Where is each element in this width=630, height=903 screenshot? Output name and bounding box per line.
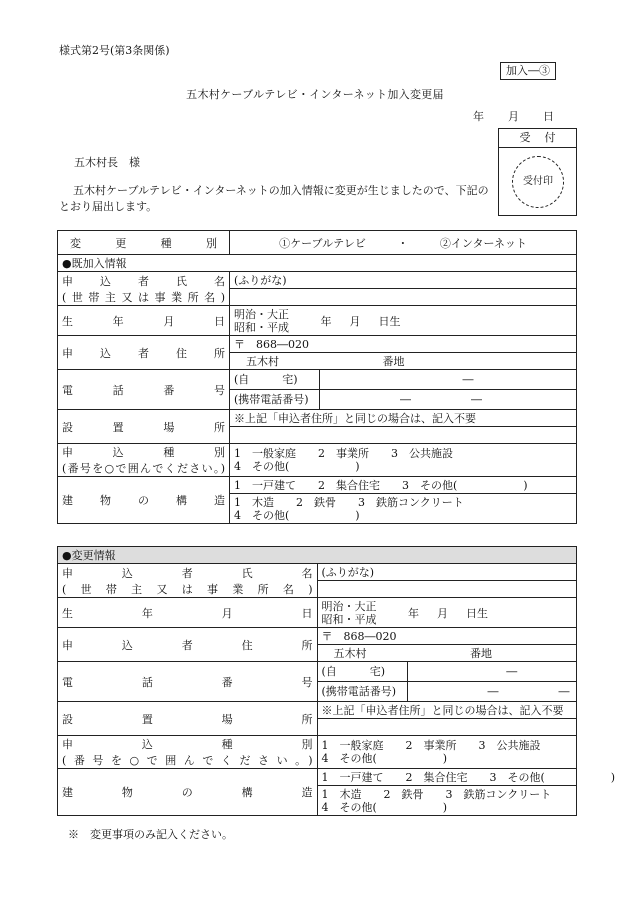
applicant-name-label bbox=[58, 564, 318, 598]
birth-label: 生年月日 bbox=[58, 598, 318, 628]
era-options: 明治・大正 昭和・平成 bbox=[321, 599, 377, 626]
applicant-name-text: 申込者氏名 bbox=[62, 274, 225, 288]
date-year: 年 bbox=[473, 110, 484, 123]
home-phone-row[interactable]: (自 宅) ― bbox=[230, 370, 577, 390]
form-number: 様式第2号(第3条関係) bbox=[59, 44, 170, 57]
option-cable-tv[interactable]: ①ケーブルテレビ bbox=[279, 236, 366, 250]
birth-ymd: 年 月 日生 bbox=[320, 314, 401, 328]
postal-field[interactable]: 〒 868―020 bbox=[230, 336, 577, 353]
structure-label: 建物の構造 bbox=[58, 769, 318, 816]
reception-label: 受付 bbox=[499, 129, 576, 148]
postal-field[interactable]: 〒 868―020 bbox=[317, 628, 577, 645]
address-field[interactable]: 五木村 番地 bbox=[317, 645, 577, 662]
install-field[interactable] bbox=[317, 719, 577, 736]
applicant-name-text: 申込者氏名 bbox=[62, 566, 313, 580]
address-label: 申込者住所 bbox=[58, 628, 318, 662]
date-month: 月 bbox=[508, 110, 519, 123]
address-label: 申込者住所 bbox=[58, 336, 230, 370]
app-type-options[interactable]: 1 一般家庭 2 事業所 3 公共施設 4 その他( ) bbox=[230, 444, 577, 477]
applicant-name-label bbox=[58, 272, 230, 306]
change-type-label: 変更種別 bbox=[58, 231, 230, 255]
existing-info-table bbox=[57, 230, 577, 524]
birth-field[interactable] bbox=[230, 306, 577, 336]
structure-material-options[interactable]: 1 木造 2 鉄骨 3 鉄筋コンクリート 4 その他( ) bbox=[317, 786, 577, 816]
name-field[interactable] bbox=[317, 581, 577, 598]
option-separator: ・ bbox=[397, 236, 409, 250]
birth-ymd: 年 月 日生 bbox=[408, 606, 488, 620]
structure-label: 建物の構造 bbox=[58, 477, 230, 524]
era-options: 明治・大正 昭和・平成 bbox=[234, 307, 289, 334]
household-text: (世帯主又は事業所名) bbox=[62, 582, 313, 596]
install-note: ※上記「申込者住所」と同じの場合は、記入不要 bbox=[230, 410, 577, 427]
household-text: (世帯主又は事業所名) bbox=[62, 290, 225, 304]
section-changed: ●変更情報 bbox=[58, 547, 577, 564]
footer-note: ※ 変更事項のみ記入ください。 bbox=[68, 828, 233, 841]
mobile-phone-row[interactable]: (携帯電話番号) ― ― bbox=[230, 390, 577, 410]
date-day: 日 bbox=[543, 110, 554, 123]
phone-label: 電話番号 bbox=[58, 370, 230, 410]
install-label: 設置場所 bbox=[58, 410, 230, 444]
app-type-label: 申込種別 (番号を○で囲んでください。) bbox=[58, 736, 318, 769]
furigana-field[interactable]: (ふりがな) bbox=[230, 272, 577, 289]
birth-label: 生年月日 bbox=[58, 306, 230, 336]
birth-field[interactable] bbox=[317, 598, 577, 628]
reception-seal: 受付印 bbox=[512, 156, 564, 208]
doc-id-box: 加入―③ bbox=[500, 62, 556, 80]
phone-label: 電話番号 bbox=[58, 662, 318, 702]
install-field[interactable] bbox=[230, 427, 577, 444]
install-label: 設置場所 bbox=[58, 702, 318, 736]
addressee: 五木村長 様 bbox=[74, 156, 140, 169]
form-title: 五木村ケーブルテレビ・インターネット加入変更届 bbox=[186, 88, 444, 101]
changed-info-table bbox=[57, 546, 616, 816]
app-type-label: 申込種別 (番号を○で囲んでください。) bbox=[58, 444, 230, 477]
change-type-options[interactable] bbox=[230, 231, 577, 255]
section-existing: ●既加入情報 bbox=[58, 255, 577, 272]
mobile-phone-row[interactable]: (携帯電話番号) ― ― bbox=[317, 682, 577, 702]
body-text: 五木村ケーブルテレビ・インターネットの加入情報に変更が生じましたので、下記のとおり届出します。 bbox=[59, 184, 489, 213]
app-type-options[interactable]: 1 一般家庭 2 事業所 3 公共施設 4 その他( ) bbox=[317, 736, 577, 769]
furigana-field[interactable]: (ふりがな) bbox=[317, 564, 577, 581]
home-phone-row[interactable]: (自 宅) ― bbox=[317, 662, 577, 682]
name-field[interactable] bbox=[230, 289, 577, 306]
reception-box bbox=[498, 128, 577, 216]
install-note: ※上記「申込者住所」と同じの場合は、記入不要 bbox=[317, 702, 577, 719]
structure-type-options[interactable]: 1 一戸建て 2 集合住宅 3 その他( ) bbox=[230, 477, 577, 494]
structure-type-options[interactable]: 1 一戸建て 2 集合住宅 3 その他( ) bbox=[317, 769, 577, 786]
option-internet[interactable]: ②インターネット bbox=[439, 236, 527, 250]
address-field[interactable]: 五木村 番地 bbox=[230, 353, 577, 370]
structure-material-options[interactable]: 1 木造 2 鉄骨 3 鉄筋コンクリート 4 その他( ) bbox=[230, 494, 577, 524]
